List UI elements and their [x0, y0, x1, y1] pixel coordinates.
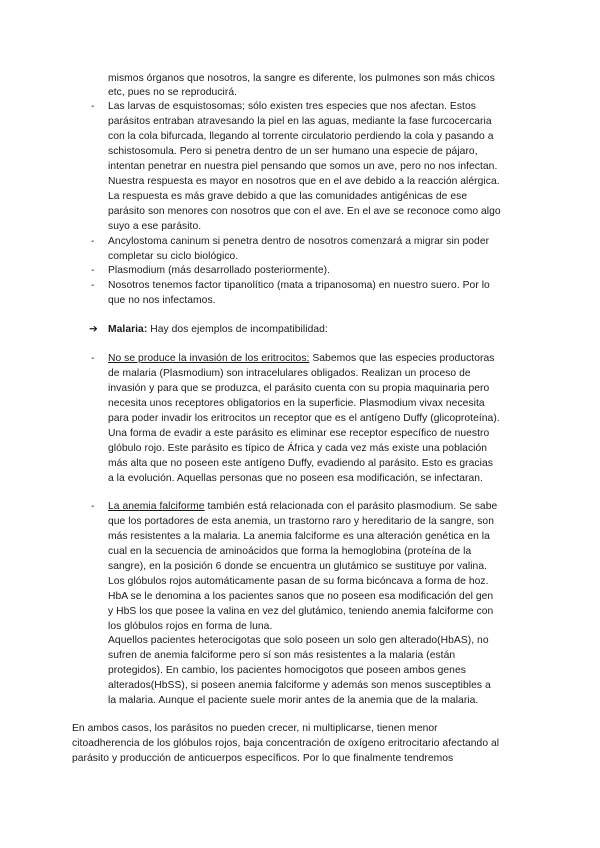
example2-heading: La anemia falciforme	[108, 501, 205, 512]
text-line: Las larvas de esquistosomas; sólo existen tres especies que nos afectan. Estos	[108, 101, 476, 112]
text-line: Plasmodium (más desarrollado posteriormente).	[108, 265, 331, 276]
text-line: más alta que no poseen este antígeno Duffy, evadiendo al parásito. Esto es gracias	[108, 458, 493, 469]
text-line: glóbulo rojo. Este parásito es típico de África y cada vez más existe una población	[108, 443, 488, 454]
text-line: sufren de anemia falciforme pero sí son más resistentes a la malaria (están	[108, 650, 456, 661]
text-line: Una forma de evadir a este parásito es eliminar ese receptor específico de nuestro	[108, 428, 490, 439]
example1-heading: No se produce la invasión de los eritrocitos:	[108, 353, 310, 364]
text-line: con la cola bifurcada, llegando al torrente circulatorio perdiendo la cola y pasando a	[108, 131, 494, 142]
text-line: mismos órganos que nosotros, la sangre es diferente, los pulmones son más chicos	[108, 73, 495, 84]
text-line: protegidos). En cambio, los pacientes homocigotos que poseen ambos genes	[108, 665, 466, 676]
text-line: Nuestra respuesta es mayor en nosotros que en el ave debido a la reacción alérgica.	[108, 176, 500, 187]
text-line: a la evolución. Aquellas personas que no poseen esa modificación, se infectaran.	[108, 473, 483, 484]
list-bullet: -	[91, 353, 95, 364]
text-line: Los glóbulos rojos automáticamente pasan de su forma bicóncava a forma de hoz.	[108, 576, 489, 587]
text-line: alterados(HbSS), si poseen anemia falciforme y además son menos susceptibles a	[108, 680, 491, 691]
list-bullet: -	[91, 501, 95, 512]
malaria-text: Hay dos ejemplos de incompatibilidad:	[147, 324, 328, 335]
text-line: La respuesta es más grave debido a que las comunidades antigénicas de ese	[108, 191, 468, 202]
example1-first-rest: Sabemos que las especies productoras	[309, 353, 495, 364]
text-line: schistosomula. Pero si penetra dentro de un ser humano una especie de pájaro,	[108, 146, 478, 157]
text-line: que no nos infectamos.	[108, 295, 216, 306]
list-bullet: -	[91, 265, 95, 276]
text-line: invasión y para que se produzca, el parásito cuenta con su propia maquinaria pero	[108, 383, 490, 394]
text-line: HbA se le denomina a los pacientes sanos que no poseen esa modificación del gen	[108, 591, 494, 602]
text-line: para poder invadir los eritrocitos un receptor que es el antígeno Duffy (glicoproteína).	[108, 413, 500, 424]
malaria-heading	[108, 323, 328, 337]
text-line: completar su ciclo biológico.	[108, 251, 239, 262]
text-line: y HbS los que posee la valina en vez del glutámico, teniendo anemia falciforme con	[108, 606, 494, 617]
text-line: En ambos casos, los parásitos no pueden crecer, ni multiplicarse, tienen menor	[72, 723, 438, 734]
text-line: más resistentes a la malaria. La anemia falciforme es una alteración genética en la	[108, 531, 490, 542]
text-line: sangre), en la posición 6 donde se encuentra un glutámico se sustituye por valina.	[108, 561, 488, 572]
text-line: los glóbulos rojos en forma de luna.	[108, 621, 273, 632]
text-line: parásito y producción de anticuerpos específicos. Por lo que finalmente tendremos	[72, 753, 454, 764]
list-bullet: -	[91, 101, 95, 112]
example1-first-line	[108, 352, 494, 366]
text-line: de malaria (Plasmodium) son intracelulares obligados. Realizan un proceso de	[108, 368, 471, 379]
text-line: Ancylostoma caninum si penetra dentro de nosotros comenzará a migrar sin poder	[108, 236, 490, 247]
list-bullet: -	[91, 280, 95, 291]
text-line: suyo a ese parásito.	[108, 221, 202, 232]
arrow-bullet-icon: ➔	[89, 324, 98, 335]
text-line: Nosotros tenemos factor tipanolítico (mata a tripanosoma) en nuestro suero. Por lo	[108, 280, 490, 291]
list-bullet: -	[91, 236, 95, 247]
text-line: la malaria. Aunque el paciente suele morir antes de la anemia que de la malaria.	[108, 695, 479, 706]
text-line: etc, pues no se reproducirá.	[108, 87, 238, 98]
text-line: parásitos entraban atravesando la piel en las aguas, mediante la fase furcocercaria	[108, 116, 492, 127]
text-line: parásito son menores con nosotros que con el ave. En el ave se reconoce como algo	[108, 206, 501, 217]
example2-first-rest: también está relacionada con el parásito plasmodium. Se sabe	[204, 501, 498, 512]
malaria-label: Malaria:	[108, 324, 148, 335]
text-line: intentan penetrar en nuestra piel pensando que somos un ave, pero no nos infectan.	[108, 161, 498, 172]
text-line: necesita unos receptores obligatorios en la superficie. Plasmodium vivax necesita	[108, 398, 485, 409]
text-line: cual en la secuencia de aminoácidos que forma la hemoglobina (proteína de la	[108, 546, 472, 557]
text-line: que los portadores de esta anemia, un trastorno raro y hereditario de la sangre, son	[108, 516, 494, 527]
text-line: Aquellos pacientes heterocigotas que solo poseen un solo gen alterado(HbAS), no	[108, 635, 489, 646]
example2-first-line	[108, 500, 497, 514]
text-line: citoadherencia de los glóbulos rojos, baja concentración de oxígeno eritrocitario afectando al	[72, 738, 500, 749]
